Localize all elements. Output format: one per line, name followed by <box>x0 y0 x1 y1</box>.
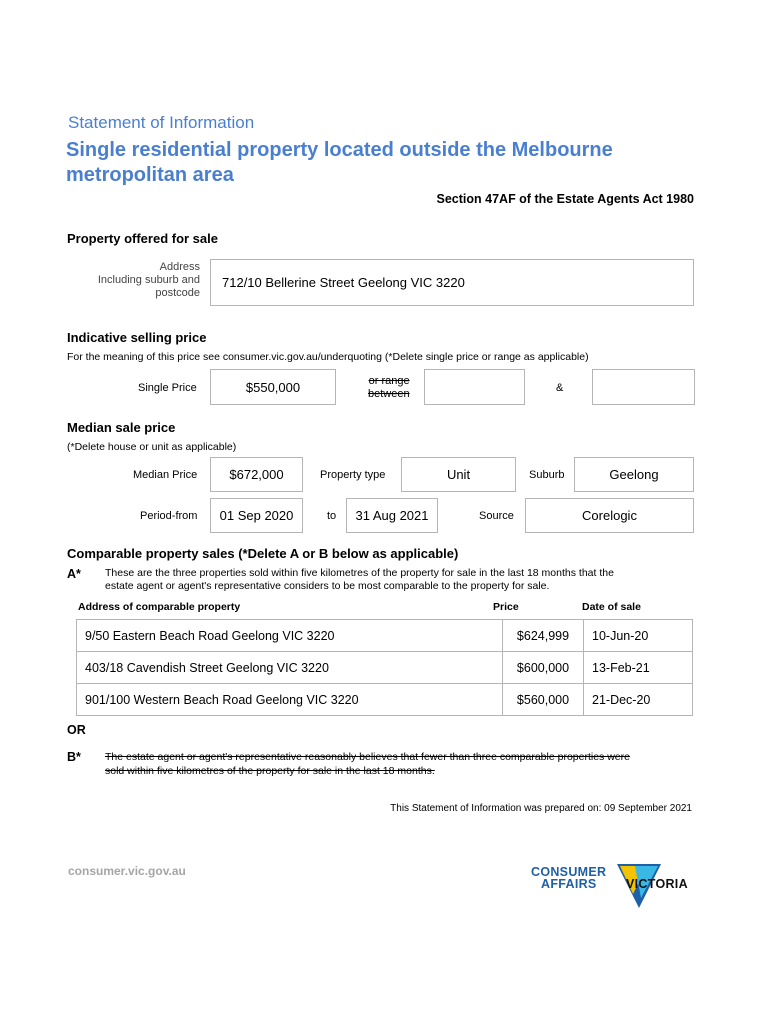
logo-line-affairs: AFFAIRS <box>541 877 597 891</box>
single-price-field[interactable] <box>210 369 336 405</box>
option-a-text-1: These are the three properties sold within five kilometres of the property for sale in the last 18 months that the <box>105 567 614 579</box>
period-from-field[interactable] <box>210 498 303 533</box>
table-row <box>77 620 693 652</box>
or-label: OR <box>67 723 86 737</box>
period-to-field[interactable] <box>346 498 438 533</box>
property-type-field[interactable] <box>401 457 516 492</box>
range-label-1: or range <box>368 375 410 387</box>
median-price-label: Median Price <box>133 469 198 481</box>
option-a-text <box>105 567 614 593</box>
property-type-value: Unit <box>446 467 471 482</box>
suburb-field[interactable] <box>574 457 694 492</box>
row-price[interactable]: $624,999 <box>503 620 584 652</box>
option-b-text-2: sold within five kilometres of the property for sale in the last 18 months. <box>105 765 435 777</box>
period-to-value: 31 Aug 2021 <box>355 508 429 523</box>
suburb-label: Suburb <box>529 469 565 481</box>
address-field[interactable] <box>210 259 694 306</box>
median-price-value: $672,000 <box>229 467 284 482</box>
col-price-header: Price <box>493 601 519 613</box>
logo-line-consumer: CONSUMER <box>531 865 607 879</box>
page-title-line2: metropolitan area <box>66 164 234 186</box>
single-price-label: Single Price <box>138 382 197 394</box>
comparable-table <box>76 619 693 716</box>
row-date[interactable]: 10-Jun-20 <box>584 620 693 652</box>
row-address[interactable]: 9/50 Eastern Beach Road Geelong VIC 3220 <box>77 620 503 652</box>
single-price-value: $550,000 <box>245 379 301 395</box>
option-a-text-2: estate agent or agent's representative considers to be most comparable to the property for sale. <box>105 580 550 592</box>
logo-line-victoria: VICTORIA <box>626 877 688 891</box>
median-note: (*Delete house or unit as applicable) <box>67 441 237 453</box>
page-title-line1: Single residential property located outside the Melbourne <box>66 139 613 161</box>
doc-label: Statement of Information <box>68 113 255 132</box>
property-type-label: Property type <box>320 469 386 481</box>
range-label <box>368 375 410 401</box>
median-price-field[interactable] <box>210 457 303 492</box>
col-date-header: Date of sale <box>582 601 641 613</box>
address-label <box>98 261 200 300</box>
table-row <box>77 652 693 684</box>
consumer-affairs-logo <box>531 864 701 910</box>
option-a-marker: A* <box>67 567 81 581</box>
row-price[interactable]: $560,000 <box>503 684 584 716</box>
act-reference: Section 47AF of the Estate Agents Act 1980 <box>436 192 694 206</box>
option-b-text <box>105 750 630 778</box>
period-from-value: 01 Sep 2020 <box>219 508 294 523</box>
table-row <box>77 684 693 716</box>
period-from-label: Period-from <box>140 510 198 522</box>
row-address[interactable]: 901/100 Western Beach Road Geelong VIC 3220 <box>77 684 503 716</box>
range-amp: & <box>556 382 564 394</box>
period-to-label: to <box>327 510 337 522</box>
option-b-text-1: The estate agent or agent's representative reasonably believes that fewer than three comparable properties were <box>105 751 630 763</box>
source-value: Corelogic <box>582 508 637 523</box>
address-label-2: Including suburb and <box>97 274 200 286</box>
row-address[interactable]: 403/18 Cavendish Street Geelong VIC 3220 <box>77 652 503 684</box>
option-b-marker: B* <box>67 750 81 764</box>
median-heading: Median sale price <box>67 420 176 435</box>
indicative-note: For the meaning of this price see consumer.vic.gov.au/underquoting (*Delete single price or range as applicable) <box>67 351 589 363</box>
row-price[interactable]: $600,000 <box>503 652 584 684</box>
address-label-3: postcode <box>155 287 200 299</box>
address-value: 712/10 Bellerine Street Geelong VIC 3220 <box>222 275 465 290</box>
indicative-heading: Indicative selling price <box>67 330 207 345</box>
source-label: Source <box>479 510 514 522</box>
address-label-1: Address <box>159 261 200 273</box>
footer-url[interactable]: consumer.vic.gov.au <box>68 864 186 878</box>
source-field[interactable] <box>525 498 694 533</box>
row-date[interactable]: 13-Feb-21 <box>584 652 693 684</box>
range-label-2: between <box>368 388 410 400</box>
property-heading: Property offered for sale <box>67 231 218 246</box>
suburb-value: Geelong <box>609 467 659 482</box>
row-date[interactable]: 21-Dec-20 <box>584 684 693 716</box>
comparable-heading: Comparable property sales (*Delete A or B below as applicable) <box>67 546 459 561</box>
prepared-date: This Statement of Information was prepared on: 09 September 2021 <box>390 803 692 814</box>
range-low-field[interactable] <box>424 369 525 405</box>
range-high-field[interactable] <box>592 369 695 405</box>
col-address-header: Address of comparable property <box>78 601 241 613</box>
